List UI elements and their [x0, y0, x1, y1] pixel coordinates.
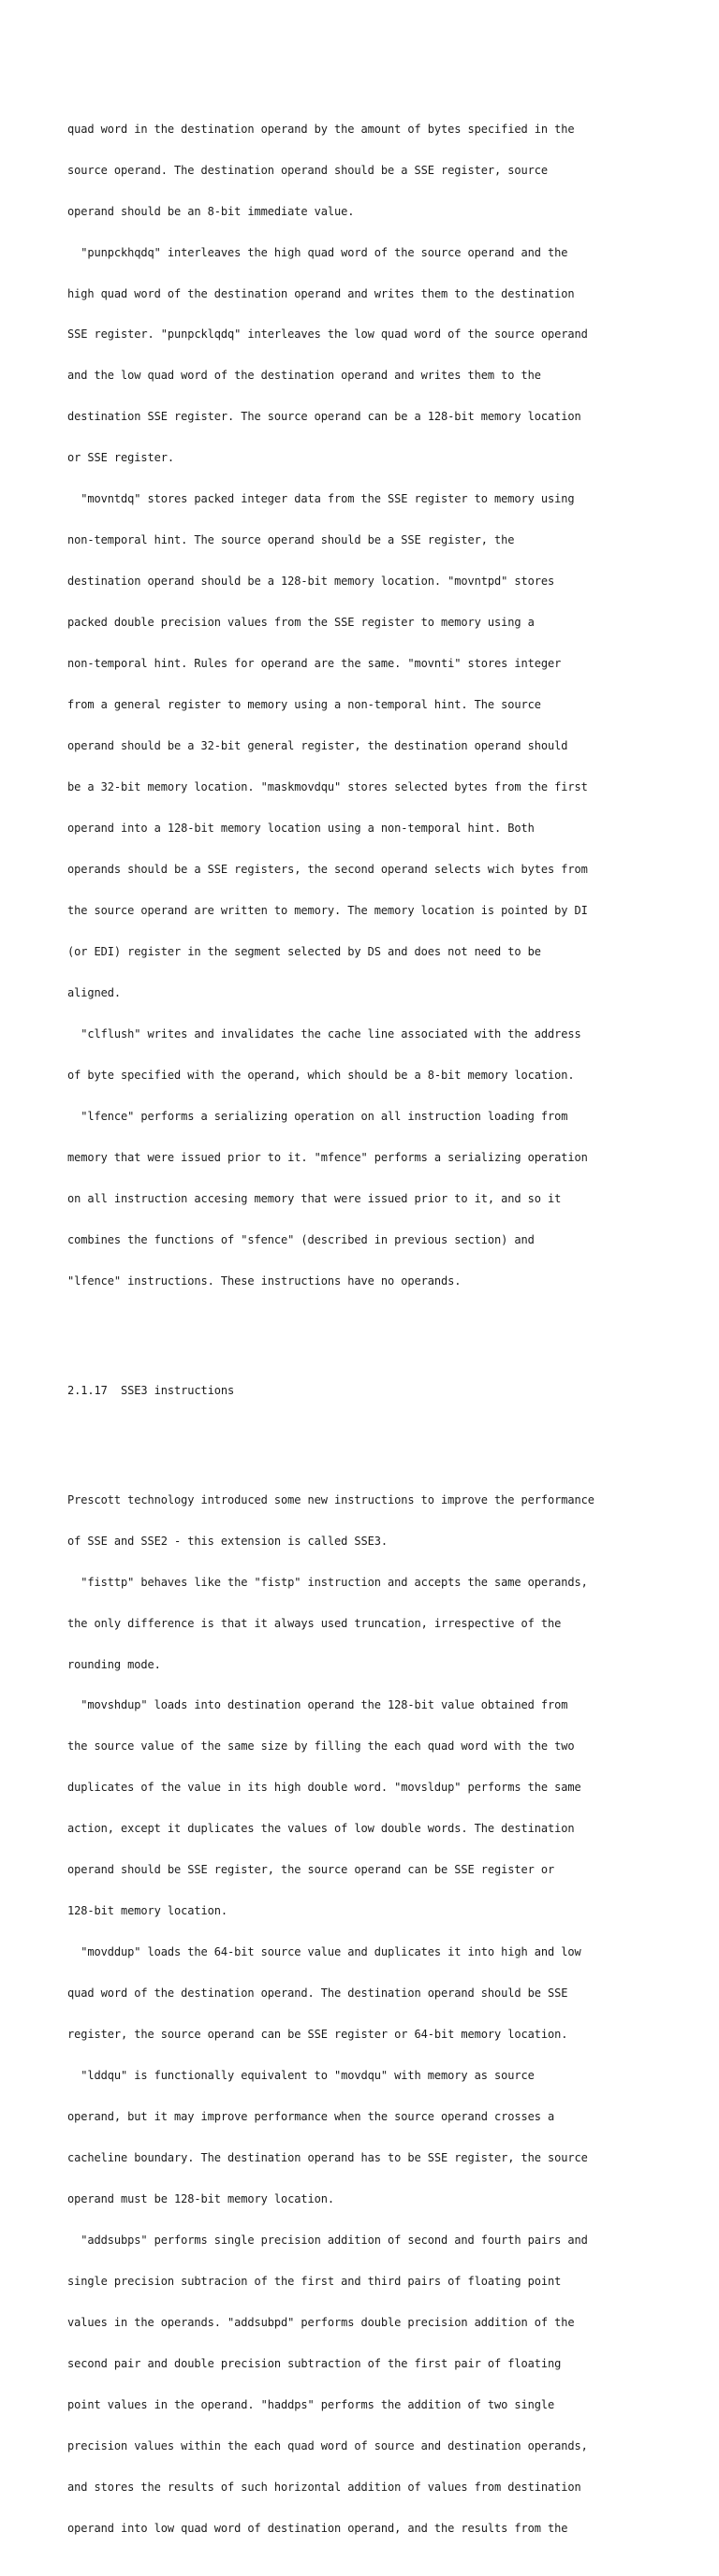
text-line: and the low quad word of the destination operand and writes them to the: [67, 369, 541, 383]
body-text-section-2-1-17: [67, 1465, 667, 2563]
text-line: operand should be an 8-bit immediate value.: [67, 204, 355, 218]
text-line: the source operand are written to memory. The memory location is pointed by DI: [67, 904, 588, 918]
text-line: high quad word of the destination operand and writes them to the destination: [67, 286, 575, 300]
text-line: quad word in the destination operand by the amount of bytes specified in the: [67, 122, 575, 136]
text-line: "lddqu" is functionally equivalent to "movdqu" with memory as source: [67, 2069, 535, 2083]
section-title: SSE3 instructions: [121, 1383, 235, 1397]
text-line: operand, but it may improve performance when the source operand crosses a: [67, 2110, 555, 2124]
text-line: operand should be SSE register, the source operand can be SSE register or: [67, 1863, 555, 1877]
text-line: and stores the results of such horizontal addition of values from destination: [67, 2480, 581, 2494]
text-line: point values in the operand. "haddps" performs the addition of two single: [67, 2397, 555, 2411]
text-line: operand into low quad word of destination operand, and the results from the: [67, 2521, 568, 2535]
text-line: single precision subtracion of the first and third pairs of floating point: [67, 2275, 562, 2289]
text-line: second pair and double precision subtraction of the first pair of floating: [67, 2356, 562, 2370]
text-line: destination SSE register. The source operand can be a 128-bit memory location: [67, 410, 581, 424]
text-line: SSE register. "punpcklqdq" interleaves the low quad word of the source operand: [67, 327, 588, 342]
text-line: cacheline boundary. The destination operand has to be SSE register, the source: [67, 2151, 588, 2165]
text-line: operand should be a 32-bit general register, the destination operand should: [67, 739, 568, 753]
text-line: precision values within the each quad word of source and destination operands,: [67, 2438, 588, 2452]
text-line: operand into a 128-bit memory location using a non-temporal hint. Both: [67, 822, 535, 836]
text-line: duplicates of the value in its high double word. "movsldup" performs the same: [67, 1781, 581, 1795]
text-line: the source value of the same size by filling the each quad word with the two: [67, 1739, 575, 1754]
text-line: memory that were issued prior to it. "mfence" performs a serializing operation: [67, 1150, 588, 1164]
text-line: "lfence" performs a serializing operation on all instruction loading from: [67, 1109, 568, 1123]
text-line: operands should be a SSE registers, the second operand selects wich bytes from: [67, 863, 588, 877]
text-line: values in the operands. "addsubpd" performs double precision addition of the: [67, 2316, 575, 2329]
section-number: 2.1.17: [67, 1383, 108, 1397]
text-line: combines the functions of "sfence" (described in previous section) and: [67, 1232, 535, 1246]
text-line: quad word of the destination operand. The destination operand should be SSE: [67, 1987, 568, 2001]
text-line: non-temporal hint. The source operand should be a SSE register, the: [67, 533, 515, 547]
body-text-section-2-1-16: [67, 95, 667, 1315]
text-line: the only difference is that it always used truncation, irrespective of the: [67, 1616, 562, 1630]
text-line: aligned.: [67, 985, 121, 999]
text-line: Prescott technology introduced some new instructions to improve the performance: [67, 1492, 594, 1506]
text-line: on all instruction accesing memory that were issued prior to it, and so it: [67, 1191, 562, 1205]
text-line: from a general register to memory using a non-temporal hint. The source: [67, 698, 541, 712]
text-line: "movntdq" stores packed integer data from the SSE register to memory using: [67, 492, 575, 506]
text-line: "punpckhqdq" interleaves the high quad word of the source operand and the: [67, 245, 568, 259]
text-line: packed double precision values from the SSE register to memory using a: [67, 616, 535, 630]
text-line: of SSE and SSE2 - this extension is called SSE3.: [67, 1534, 388, 1548]
text-line: destination operand should be a 128-bit memory location. "movntpd" stores: [67, 575, 555, 589]
text-line: or SSE register.: [67, 451, 174, 465]
text-line: of byte specified with the operand, which should be a 8-bit memory location.: [67, 1068, 575, 1082]
text-line: rounding mode.: [67, 1657, 161, 1671]
document-page: [67, 67, 667, 2576]
text-line: "movddup" loads the 64-bit source value and duplicates it into high and low: [67, 1945, 581, 1959]
text-line: 128-bit memory location.: [67, 1904, 227, 1918]
text-line: (or EDI) register in the segment selected by DS and does not need to be: [67, 945, 541, 958]
text-line: register, the source operand can be SSE register or 64-bit memory location.: [67, 2028, 568, 2042]
text-line: "clflush" writes and invalidates the cache line associated with the address: [67, 1026, 581, 1041]
section-heading: [67, 1384, 667, 1398]
text-line: "lfence" instructions. These instructions have no operands.: [67, 1273, 462, 1288]
text-line: "fisttp" behaves like the "fistp" instruction and accepts the same operands,: [67, 1575, 588, 1589]
text-line: be a 32-bit memory location. "maskmovdqu" stores selected bytes from the first: [67, 780, 588, 794]
text-line: operand must be 128-bit memory location.: [67, 2192, 334, 2206]
text-line: "addsubps" performs single precision addition of second and fourth pairs and: [67, 2234, 588, 2248]
text-line: non-temporal hint. Rules for operand are the same. "movnti" stores integer: [67, 657, 562, 671]
text-line: "movshdup" loads into destination operand the 128-bit value obtained from: [67, 1698, 568, 1712]
text-line: source operand. The destination operand should be a SSE register, source: [67, 163, 548, 177]
text-line: action, except it duplicates the values of low double words. The destination: [67, 1822, 575, 1836]
